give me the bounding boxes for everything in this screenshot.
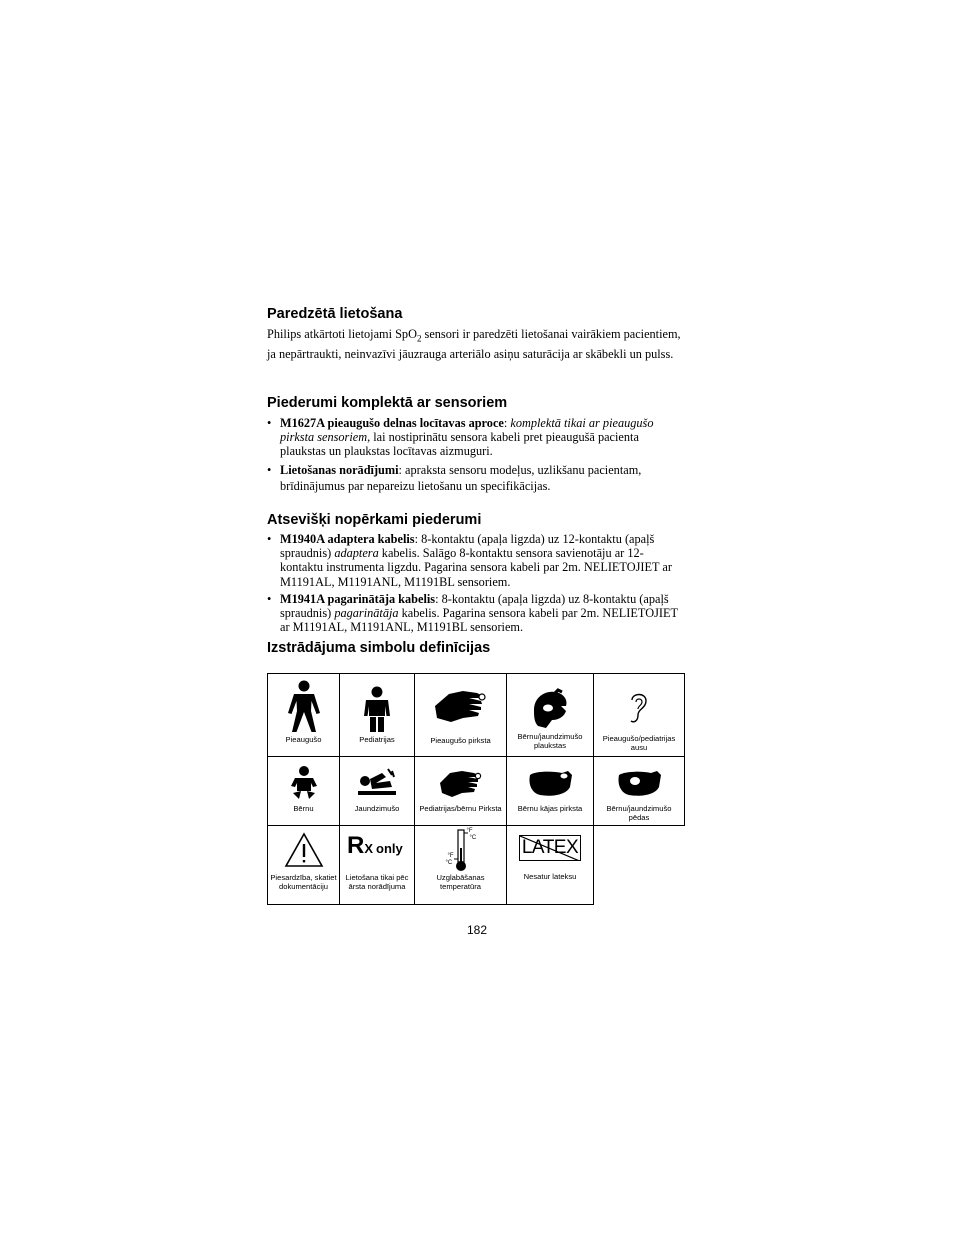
caution-triangle-icon <box>284 832 324 868</box>
rx-only-icon: RX only <box>347 832 403 859</box>
intended-use-paragraph: Philips atkārtoti lietojami SpO$_2$ sensori ir paredzēti lietošanai vairākiem pacientiem, ja nepārtraukti, neinvazīvi jāuzrauga arteriālo asiņu saturācija ar skābekli un pulss. <box>267 327 681 362</box>
symbol-cell-latex-free: LATEX Nesatur lateksu <box>507 826 594 905</box>
latex-free-icon: LATEX <box>519 835 581 861</box>
symbol-definitions-table <box>267 673 685 905</box>
symbol-cell-pediatric: Pediatrijas <box>340 674 415 757</box>
list-item: • M1940A adaptera kabelis: 8-kontaktu (apaļa ligzda) uz 12-kontaktu (apaļš spraudnis) adaptera kabelis. Salāgo 8-kontaktu sensora savienotāju ar 12-kontaktu instrumenta ligzdu. Pagarina sensora kabeli par 2m. NELIETOJIET ar M1191AL, M1191ANL, M1191BL sensoriem. <box>267 532 685 589</box>
adult-figure-icon <box>284 679 324 735</box>
symbol-cell-infant: Bērnu <box>268 757 340 826</box>
list-item: • M1941A pagarinātāja kabelis: 8-kontaktu (apaļa ligzda) uz 8-kontaktu (apaļš spraudnis) pagarinātāja kabelis. Pagarina sensora kabeli par 2m. NELIETOJIET ar M1191AL, M1191ANL, M1191BL sensoriem. <box>267 592 685 635</box>
pediatric-finger-icon <box>438 765 484 801</box>
section-title-symbol-definitions: Izstrādājuma simbolu definīcijas <box>267 640 491 656</box>
symbol-cell-adult: Pieaugušo <box>268 674 340 757</box>
infant-icon <box>287 765 321 801</box>
palm-icon <box>528 684 572 732</box>
symbol-cell-palm: Bērnu/jaundzimušo plaukstas <box>507 674 594 757</box>
foot-icon <box>615 765 663 801</box>
symbol-cell-adult-finger: Pieaugušo pirksta <box>415 674 507 757</box>
section-title-separate-accessories: Atsevišķi nopērkami piederumi <box>267 512 482 528</box>
thermometer-icon: °F °C °F °C <box>431 828 491 872</box>
list-item: • M1627A pieaugušo delnas locītavas aproce: komplektā tikai ar pieaugušo pirksta sensoriem, lai nostiprinātu sensora kabeli pret pieaugušā pacienta plaukstas un plaukstas locītavas aizmuguri. <box>267 416 685 459</box>
adult-finger-icon <box>433 684 489 728</box>
list-item: • Lietošanas norādījumi: apraksta sensoru modeļus, uzlikšanu pacientam, brīdinājumus par nepareizu lietošanu un specifikācijas. <box>267 462 685 494</box>
symbol-cell-caution: Piesardzība, skatiet dokumentāciju <box>268 826 340 905</box>
section-title-included-accessories: Piederumi komplektā ar sensoriem <box>267 395 508 411</box>
separate-accessories-list <box>267 532 685 637</box>
neonate-icon <box>354 765 400 801</box>
page-number: 182 <box>466 923 488 937</box>
symbol-cell-neonate: Jaundzimušo <box>340 757 415 826</box>
symbol-cell-storage-temperature: °F °C °F °C Uzglabāšanas temperatūra <box>415 826 507 905</box>
empty-cell <box>594 826 685 905</box>
ear-icon <box>624 688 654 732</box>
included-accessories-list <box>267 416 685 497</box>
symbol-cell-ear: Pieaugušo/pediatrijas ausu <box>594 674 685 757</box>
symbol-cell-toe: Bērnu kājas pirksta <box>507 757 594 826</box>
symbol-cell-pediatric-finger: Pediatrijas/bērnu Pirksta <box>415 757 507 826</box>
symbol-cell-foot: Bērnu/jaundzimušo pēdas <box>594 757 685 826</box>
pediatric-figure-icon <box>357 679 397 735</box>
section-title-intended-use: Paredzētā lietošana <box>267 306 403 322</box>
toe-icon <box>526 765 574 801</box>
symbol-cell-rx-only: RX only Lietošana tikai pēc ārsta norādījuma <box>340 826 415 905</box>
